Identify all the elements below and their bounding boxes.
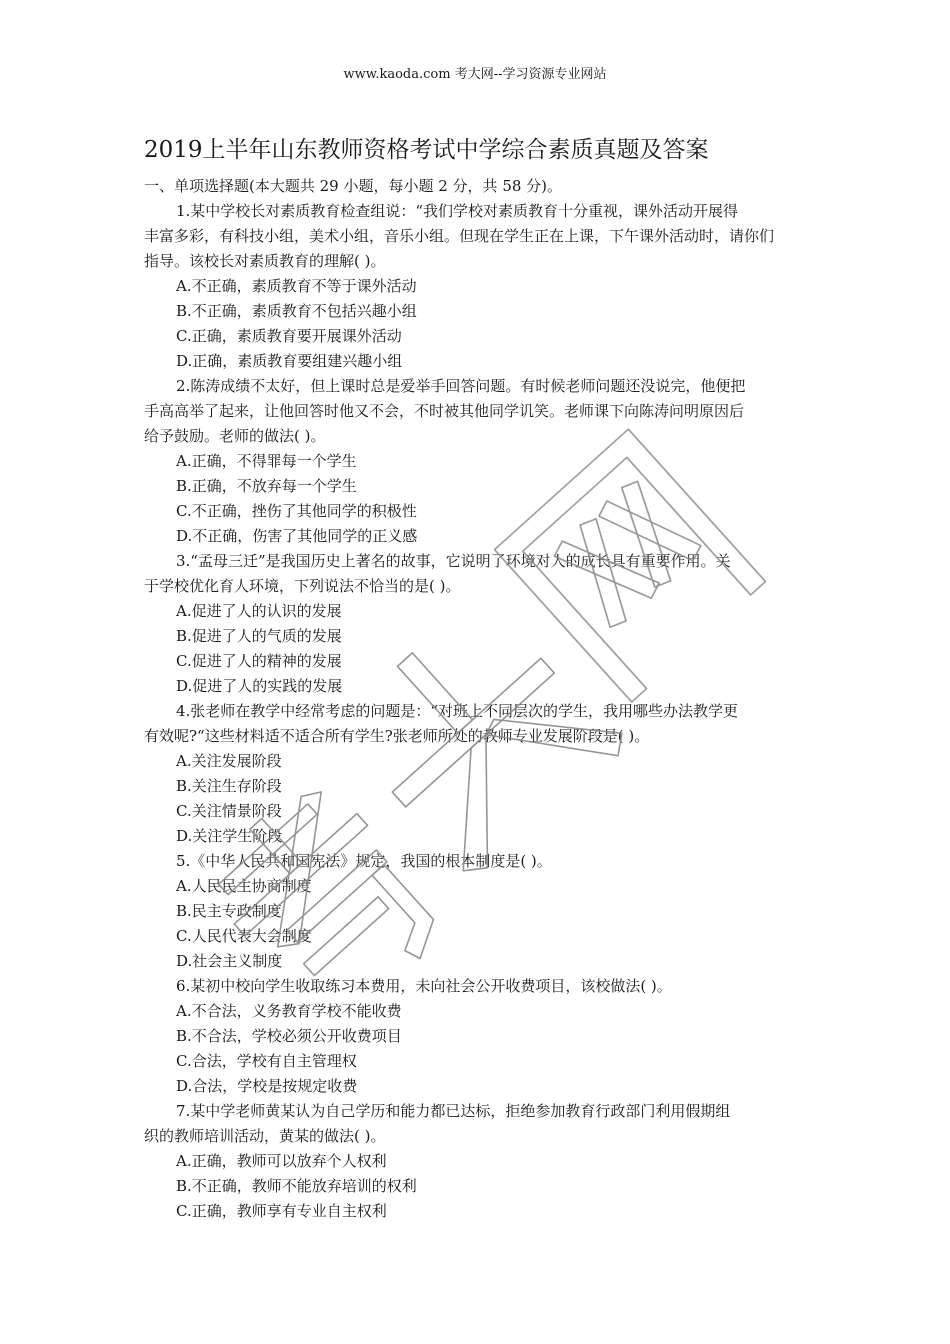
section-heading: 一、单项选择题(本大题共 29 小题，每小题 2 分，共 58 分)。 <box>144 177 563 195</box>
question-lines <box>144 199 808 1224</box>
text-line: B.不正确，教师不能放弃培训的权利 <box>176 1177 417 1195</box>
text-line: A.不正确，素质教育不等于课外活动 <box>176 277 417 295</box>
text-line: A.人民民主协商制度 <box>176 877 312 895</box>
text-line: D.社会主义制度 <box>176 952 283 970</box>
text-line: B.不正确，素质教育不包括兴趣小组 <box>176 302 417 320</box>
text-line: 于学校优化育人环境，下列说法不恰当的是( )。 <box>144 577 461 595</box>
site-header: www.kaoda.com 考大网--学习资源专业网站 <box>343 67 607 82</box>
text-line: 7.某中学老师黄某认为自己学历和能力都已达标，拒绝参加教育行政部门利用假期组 <box>176 1102 731 1120</box>
text-line: C.关注情景阶段 <box>176 802 282 820</box>
text-line: D.促进了人的实践的发展 <box>176 677 343 695</box>
document-body <box>144 174 808 1224</box>
text-line: 6.某初中校向学生收取练习本费用，未向社会公开收费项目，该校做法( )。 <box>176 977 672 995</box>
text-line: 2.陈涛成绩不太好，但上课时总是爱举手回答问题。有时候老师问题还没说完，他便把 <box>176 377 746 395</box>
text-line: 4.张老师在教学中经常考虑的问题是：“对班上不同层次的学生，我用哪些办法教学更 <box>176 702 738 720</box>
text-line: C.正确，教师享有专业自主权利 <box>176 1202 387 1220</box>
text-line: B.促进了人的气质的发展 <box>176 627 342 645</box>
text-line: 织的教师培训活动，黄某的做法( )。 <box>144 1127 386 1145</box>
text-line: D.关注学生阶段 <box>176 827 283 845</box>
text-line: 手高高举了起来，让他回答时他又不会，不时被其他同学讥笑。老师课下向陈涛问明原因后 <box>144 402 745 420</box>
text-line: A.不合法，义务教育学校不能收费 <box>176 1002 402 1020</box>
text-line: D.不正确，伤害了其他同学的正义感 <box>176 527 418 545</box>
text-line: 有效呢?“这些材料适不适合所有学生?张老师所处的教师专业发展阶段是( )。 <box>144 727 650 745</box>
text-line: 丰富多彩，有科技小组，美术小组，音乐小组。但现在学生正在上课，下午课外活动时，请你们 <box>144 227 775 245</box>
text-line: 5.《中华人民共和国宪法》规定，我国的根本制度是( )。 <box>176 852 552 870</box>
text-line: B.民主专政制度 <box>176 902 282 920</box>
text-line: B.关注生存阶段 <box>176 777 282 795</box>
text-line: C.正确，素质教育要开展课外活动 <box>176 327 402 345</box>
text-line: D.正确，素质教育要组建兴趣小组 <box>176 352 403 370</box>
text-line: B.不合法，学校必须公开收费项目 <box>176 1027 402 1045</box>
text-line: 给予鼓励。老师的做法( )。 <box>144 427 326 445</box>
text-line: C.不正确，挫伤了其他同学的积极性 <box>176 502 417 520</box>
text-line: 1.某中学校长对素质教育检查组说：“我们学校对素质教育十分重视，课外活动开展得 <box>176 202 738 220</box>
text-line: A.关注发展阶段 <box>176 752 282 770</box>
text-line: A.正确，教师可以放弃个人权利 <box>176 1152 387 1170</box>
text-line: B.正确，不放弃每一个学生 <box>176 477 357 495</box>
text-line: A.正确，不得罪每一个学生 <box>176 452 357 470</box>
text-line: A.促进了人的认识的发展 <box>176 602 342 620</box>
text-line: C.合法，学校有自主管理权 <box>176 1052 357 1070</box>
text-line: D.合法，学校是按规定收费 <box>176 1077 358 1095</box>
text-line: C.促进了人的精神的发展 <box>176 652 342 670</box>
text-line: 3.“孟母三迁”是我国历史上著名的故事，它说明了环境对人的成长具有重要作用。关 <box>176 552 731 570</box>
text-line: C.人民代表大会制度 <box>176 927 312 945</box>
page-title: 2019上半年山东教师资格考试中学综合素质真题及答案 <box>144 137 709 163</box>
text-line: 指导。该校长对素质教育的理解( )。 <box>144 252 386 270</box>
